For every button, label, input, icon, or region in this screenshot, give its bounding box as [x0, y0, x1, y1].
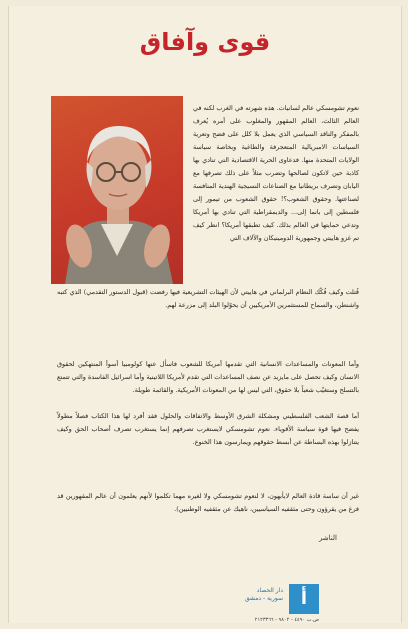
book-title: قوى وآفاق [139, 28, 271, 56]
author-photo [51, 96, 183, 284]
paragraph-intro: نعوم تشومسكي عالم لسانيات. هذه شهرته في الغرب لكنه في العالم الثالث، العالم المقهور والمغلوب على أمره يُعرف بالمفكر والناقد السياسي الذي يعمل بلا كلل على فضح وتعرية السياسات الامبريالية المتعجرفة والطاغية وبخاصة سياسة الولايات المتحدة منها. فدعاوى الحرية الاقتصادية التي تنادي بها كاذبة حين لاتكون لصالحها وتضرب مثلاً على ذلك تصرفها مع اليابان وتصرف بريطانيا مع الصناعات النسيجية الهندية المنافسة لصناعتها. وحقوق الشعوب؟! حقوق الشعوب من تيمور إلى فلسطين إلى بانما إلى... والديمقراطية التي تنادي بها أمريكا وتدعي حمايتها في العالم بذلك. كيف تطبقها أمريكا؟ انظر كيف تم غزو هاييتي وجمهورية الدومينيكان والآلاف التي [193, 104, 359, 242]
back-cover [8, 6, 402, 623]
publisher-name-line-1: دار الحصاد [256, 587, 283, 594]
publisher-name [213, 587, 283, 603]
paragraph-palestine: أما قصة الشعب الفلسطيني ومشكلة الشرق الأوسط والاتفاقات والحلول فقد أفرد لها هذا الكتاب فصلاً مطولاً يفضح فيها قوة سياسة الأقوياء. نعوم تشومسكي لايستغرب تصرفهم إنما يستغرب تصرف أصحاب الحق وكيف يتنازلوا بهذه البساطة عن أبسط حقوقهم ويمارسون هذا الخنوع. [57, 412, 359, 446]
paragraph-conclusion: غير أن ساسة قادة العالم لايأبهون، لا لنعوم تشومسكي ولا لغيره مهما تكلموا لأنهم يعلمون أن عالم المقهورين قد فرغ من يقرؤون وحتى مثقفيه السياسيين، ناهيك عن مثقفيه الوطنيين). [57, 492, 359, 513]
author-portrait-image [51, 96, 183, 284]
publisher-name-line-2: سورية - دمشق [244, 595, 283, 602]
publisher-signature: الناشر [318, 534, 337, 542]
paragraph-aid: وأما المعونات والمساعدات الانسانية التي تقدمها أمريكا للشعوب فاسأل عنها كولومبيا أسوأ المنتهكين لحقوق الانسان وكيف تحصل على مايزيد عن نصف المساعدات التي تقدم لأمريكا اللاتينية وأما اسرائيل الفاسدة والتي تتمتع بالتسلح وستغيّب شعباً بلا حقوق، التي ليس لها من المعونات الأمريكية. والقائمة طويلة. [57, 360, 359, 394]
publisher-block [173, 584, 319, 626]
publisher-logo-icon: أ [289, 584, 319, 614]
paragraph-haiti: قُتلت وكيف فُكّك النظام البرلماني في هاييتي لأن الهيئات التشريعية فيها رفضت (قبول الدستور التقدمي) الذي كتبه واشنطن، والسماح للمستثمرين الأمريكيين أن يحوّلوا البلد إلى مزرعة لهم. [57, 288, 359, 309]
publisher-address: ص.ب ٤٤٩٠ - ٩٨٠٢ - ٢١٢٣٣٦٦ [254, 617, 319, 623]
